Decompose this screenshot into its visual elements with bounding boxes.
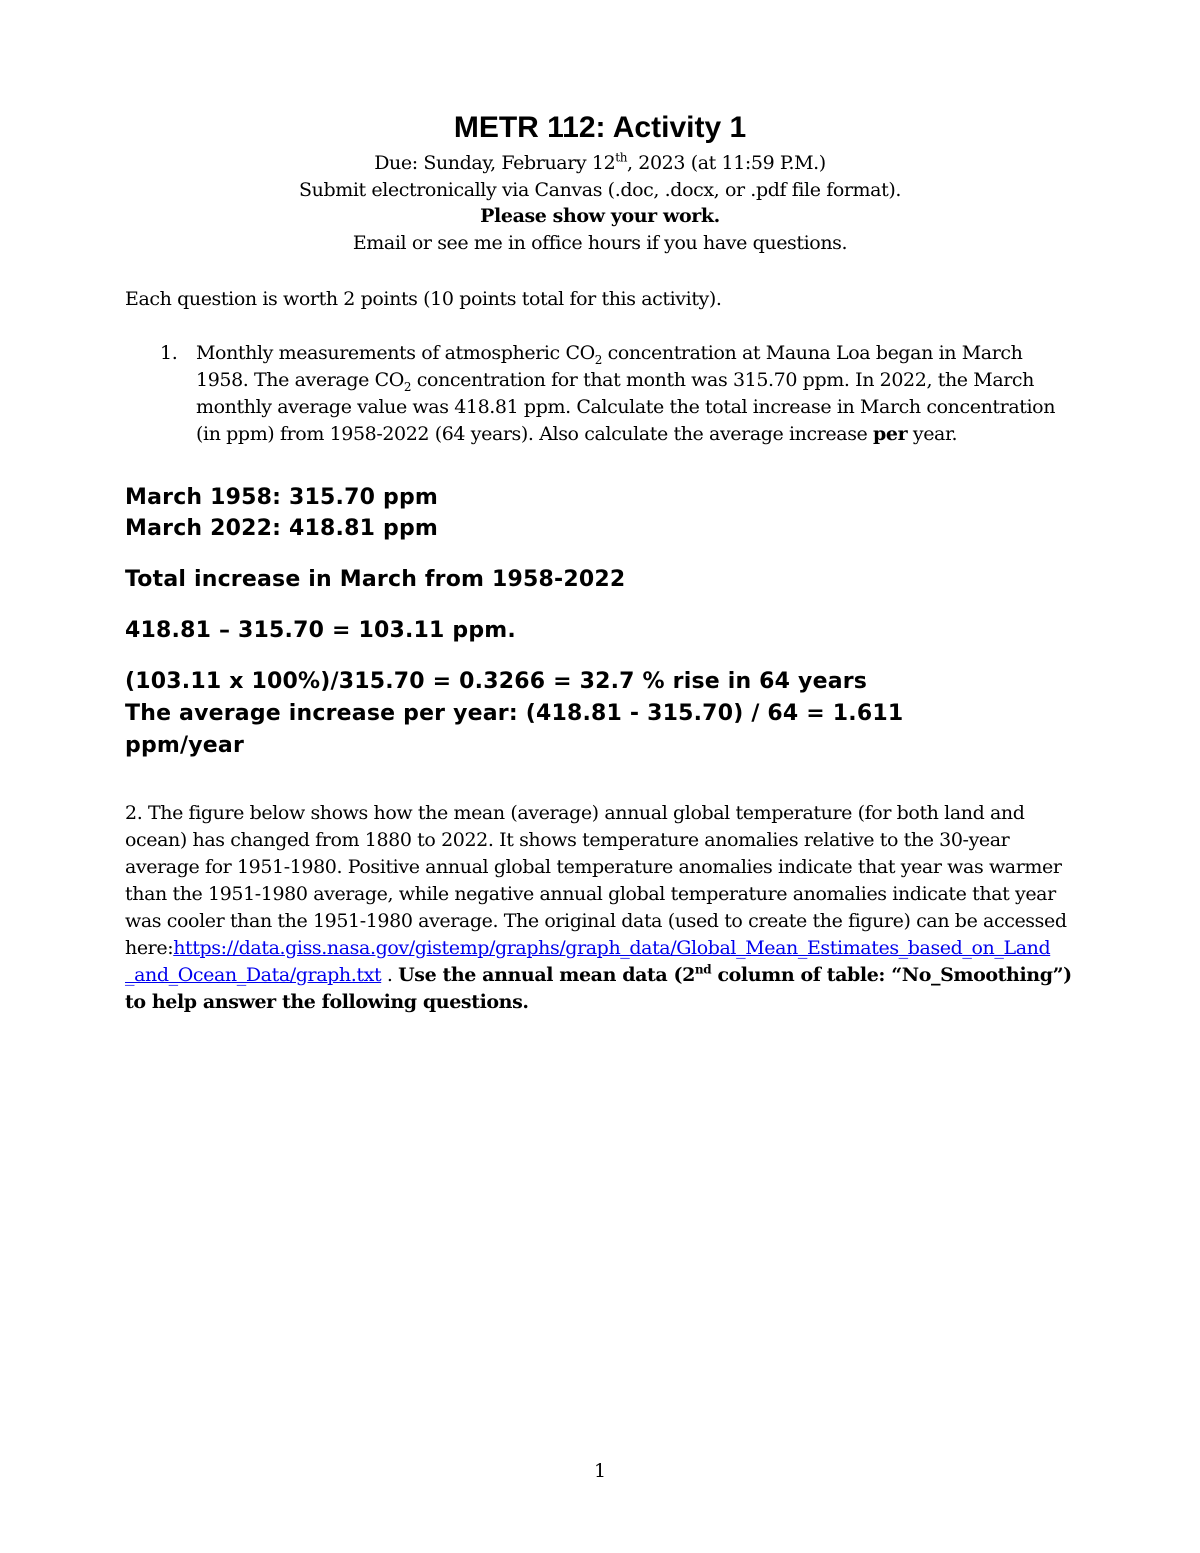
points-intro: Each question is worth 2 points (10 points total for this activity). — [125, 288, 722, 310]
header-block — [0, 150, 1200, 256]
answer-percent: (103.11 x 100%)/315.70 = 0.3266 = 32.7 % rise in 64 years — [125, 669, 868, 694]
due-date: Due: Sunday, February 12th, 2023 (at 11:59 P.M.) — [374, 150, 826, 174]
answer-march-1958: March 1958: 315.70 ppm — [125, 485, 439, 510]
document-title: METR 112: Activity 1 — [453, 111, 747, 144]
data-link-continued[interactable]: _and_Ocean_Data/graph.txt — [125, 964, 382, 986]
submit-instructions: Submit electronically via Canvas (.doc, .docx, or .pdf file format). — [299, 178, 901, 201]
contact-note: Email or see me in office hours if you have questions. — [352, 231, 848, 254]
answer-march-2022: March 2022: 418.81 ppm — [125, 516, 439, 541]
answer-subtraction: 418.81 – 315.70 = 103.11 ppm. — [125, 618, 516, 643]
answer-average-line1: The average increase per year: (418.81 - 315.70) / 64 = 1.611 — [125, 701, 904, 726]
show-work-note: Please show your work. — [480, 205, 720, 227]
data-link[interactable]: https://data.giss.nasa.gov/gistemp/graphs/graph_data/Global_Mean_Estimates_based_on_Land — [173, 937, 1051, 959]
answer-average-line2: ppm/year — [125, 733, 245, 758]
page-number: 1 — [593, 1460, 607, 1482]
question-1-number: 1. — [160, 342, 178, 364]
question-2: 2. The figure below shows how the mean (average) annual global temperature (for both land and ocean) has changed from 1880 to 2022. It shows temperature anomalies relative to the 30-year average for 1951-1980. Positive annual global temperature anomalies indicate that year was warmer than the 1951-1980 average, while negative annual global temperature anomalies indicate that year was cooler than the 1951-1980 average. The original data (used to create the figure) can be accessed here:https://data.giss.nasa.gov/gistemp/graphs/graph_data/Global_Mean_Estimates_based_on_Land _and_Ocean_Data/graph.txt . Use the annual mean data (2nd column of table: “No_Smoothing”) to help answer the following questions. — [125, 802, 1072, 1013]
question-1-text: Monthly measurements of atmospheric $CO_2$ concentration at Mauna Loa began in March 1958. The average $CO_2$ concentration for that month was 315.70 ppm. In 2022, the March monthly average value was 418.81 ppm. Calculate the total increase in March concentration (in ppm) from 1958-2022 (64 years). Also calculate the average increase per year. — [196, 342, 1056, 445]
answer-total-heading: Total increase in March from 1958-2022 — [125, 567, 626, 592]
